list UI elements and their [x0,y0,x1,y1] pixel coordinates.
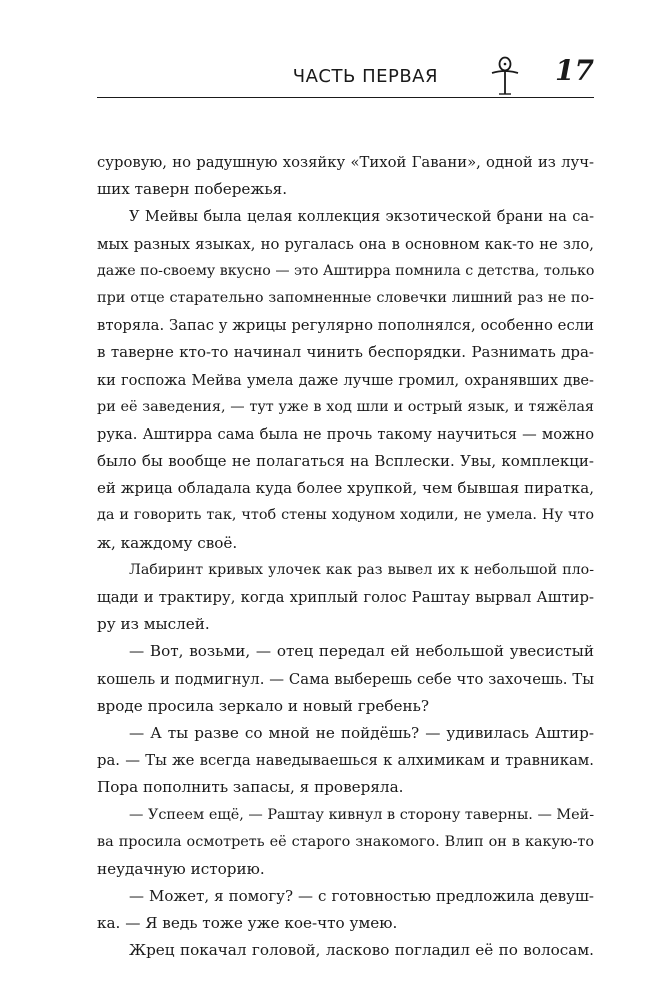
text-line: ва просила осмотреть её старого знакомого. Влип он в какую-то [97,833,594,850]
body-text [97,149,594,965]
text-line: при отце старательно запомненные словечки лишний раз не по- [97,289,594,306]
text-line: ка. — Я ведь тоже уже кое-что умею. [97,914,398,933]
text-line: ших таверн побережья. [97,180,288,199]
text-line: У Мейвы была целая коллекция экзотической брани на са- [129,208,594,226]
running-header [97,52,594,98]
text-line: вторяла. Запас у жрицы регулярно пополнялся, особенно если [97,317,594,335]
section-title: ЧАСТЬ ПЕРВАЯ [292,66,438,87]
text-line: неудачную историю. [97,859,265,878]
text-line: ра. — Ты же всегда наведываешься к алхимикам и травникам. [97,752,594,770]
text-line: ри её заведения, — тут уже в ход шли и острый язык, и тяжёлая [97,398,594,415]
ankh-icon [489,56,521,96]
text-line: ж, каждому своё. [97,533,238,552]
text-line: было бы вообще не полагаться на Всплески. Увы, комплекци- [97,452,594,471]
text-line: ки госпожа Мейва умела даже лучше громил, охранявших две- [97,371,594,389]
text-line: — А ты разве со мной не пойдёшь? — удивилась Аштир- [129,723,594,742]
text-line: — Может, я помогу? — с готовностью предложила девуш- [129,887,594,906]
text-line: ру из мыслей. [97,615,210,634]
text-line: щади и трактиру, когда хриплый голос Раштау вырвал Аштир- [97,589,594,606]
text-line: да и говорить так, чтоб стены ходуном ходили, не умела. Ну что [97,507,594,524]
text-line: кошель и подмигнул. — Сама выберешь себе что захочешь. Ты [97,670,594,688]
text-line: суровую, но радушную хозяйку «Тихой Гавани», одной из луч- [97,154,594,171]
text-line: даже по-своему вкусно — это Аштирра помнила с детства, только [97,262,595,279]
text-line: мых разных языках, но ругалась она в основном как-то не зло, [97,235,594,253]
text-line: рука. Аштирра сама была не прочь такому научиться — можно [97,425,594,443]
text-line: Пора пополнить запасы, я проверяла. [97,778,404,797]
page-number: 17 [555,54,594,87]
text-line: — Успеем ещё, — Раштау кивнул в сторону таверны. — Мей- [129,806,595,823]
text-line: — Вот, возьми, — отец передал ей небольшой увесистый [129,642,594,661]
text-line: ей жрица обладала куда более хрупкой, чем бывшая пиратка, [97,479,594,498]
text-line: Жрец покачал головой, ласково погладил её по волосам. [129,941,594,960]
text-line: вроде просила зеркало и новый гребень? [97,696,430,715]
text-line: в таверне кто-то начинал чинить беспорядки. Разнимать дра- [97,343,594,362]
header-rule [97,97,594,98]
text-line: Лабиринт кривых улочек как раз вывел их к небольшой пло- [129,561,594,578]
